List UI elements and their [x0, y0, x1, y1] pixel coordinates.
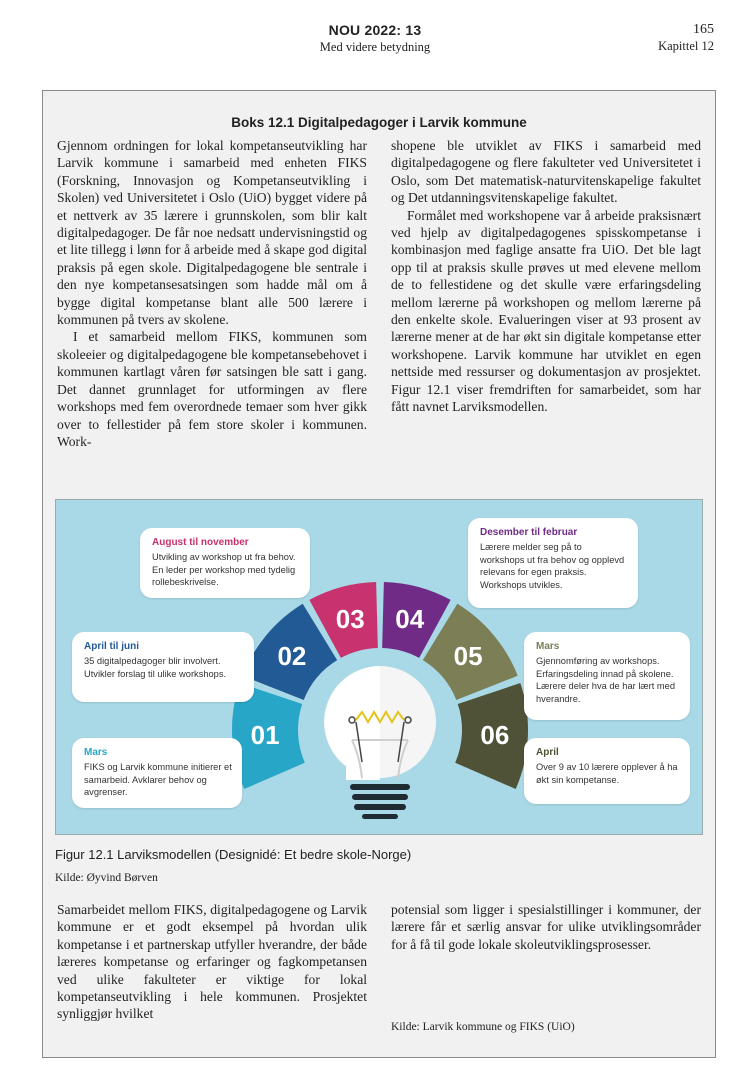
figure-source: Kilde: Øyvind Børven: [55, 872, 158, 884]
segment-number-05: 05: [453, 641, 483, 672]
paragraph: I et samarbeid mellom FIKS, kommunen som skoleeier og digitalpedagogene ble kompetansebehovet i kommunen kartlagt våren før satsingen ble satt i gang. Det dannet grunnlaget for utformingen av flere workshops med fem overordnede temaer som hver gikk over to fellestider på fem store skoler i kommunen. Work-: [57, 329, 367, 449]
box-source: Kilde: Larvik kommune og FIKS (UiO): [391, 1021, 575, 1033]
card-body: Gjennomføring av workshops. Erfaringsdeling innad på skolene. Lærere deler hva de har lært med hverandre.: [536, 656, 676, 704]
step-card-02: [72, 632, 254, 702]
paragraph: potensial som ligger i spesialstillinger i kommuner, der lærere får et særlig ansvar for ulike utviklingsområder for å få til gode lokale skoleutviklingsprosesser.: [391, 902, 701, 952]
right-column: [391, 137, 701, 416]
paragraph: Samarbeidet mellom FIKS, digitalpedagogene og Larvik kommune er et godt eksempel på hvordan ulik kompetanse i et partnerskap utfyller hverandre, der både læreres kompetanse og erfaringer og fagkompetansen ved ulike fakulteter er viktige for lokal kompetanseutvikling i hele kommunen. Prosjektet synliggjør hvilket: [57, 902, 367, 1022]
bottom-left-text: [57, 901, 367, 1023]
card-title: August til november: [152, 537, 249, 548]
box-title: Boks 12.1 Digitalpedagoger i Larvik kommune: [231, 115, 527, 130]
larviksmodellen-figure: [55, 499, 703, 835]
segment-number-04: 04: [395, 603, 425, 634]
card-title: April: [536, 747, 559, 758]
chapter-label: Kapittel 12: [658, 39, 714, 53]
step-card-05: [524, 632, 690, 720]
page-number: 165: [693, 22, 714, 37]
step-card-04: [468, 518, 638, 608]
card-title: Mars: [84, 747, 108, 758]
report-subtitle: Med videre betydning: [319, 40, 431, 54]
segment-number-02: 02: [277, 641, 307, 672]
step-card-06: [524, 738, 690, 804]
card-title: Desember til februar: [480, 527, 578, 538]
card-body: Utvikling av workshop ut fra behov. En leder per workshop med tydelig rollebeskrivelse.: [152, 552, 296, 587]
card-title: Mars: [536, 641, 560, 652]
card-body: Lærere melder seg på to workshops ut fra behov og opplevd relevans for egen praksis. Workshops utvikles.: [480, 542, 625, 590]
card-body: 35 digitalpedagoger blir involvert. Utvikler forslag til ulike workshops.: [84, 656, 227, 679]
segment-number-01: 01: [250, 720, 280, 751]
lightbulb-icon: [324, 666, 436, 819]
step-card-01: [72, 738, 242, 808]
paragraph: Formålet med workshopene var å arbeide praksisnært ved hjelp av digitalpedagogenes spisskompetanse i kombinasjon med faglige ansatte fra UiO. Det ble lagt opp til at praksis skulle prøves ut med elevene mellom de to fellestidene og det skulle være erfaringsdeling mellom lærerne på workshopen og mellom lærerne på den enkelte skole. Evalueringen viser at 93 prosent av lærerne mener at de har økt sin digitale kompetanse etter workshopene. Larvik kommune har utviklet en egen nettside med ressurser og dokumentasjon av prosjektet. Figur 12.1 viser fremdriften for samarbeidet, som har fått navnet Larviksmodellen.: [391, 207, 701, 415]
text-box: [42, 90, 716, 1058]
report-title: NOU 2022: 13: [328, 22, 422, 38]
card-body: FIKS og Larvik kommune initierer et samarbeid. Avklarer behov og avgrenser.: [84, 762, 232, 797]
card-title: April til juni: [84, 641, 139, 652]
card-body: Over 9 av 10 lærere opplever å ha økt sin kompetanse.: [536, 762, 678, 785]
left-column: [57, 137, 367, 450]
figure-caption: Figur 12.1 Larviksmodellen (Designidé: Et bedre skole-Norge): [55, 847, 412, 862]
bottom-right-text: [391, 901, 701, 953]
segment-number-06: 06: [480, 720, 510, 751]
step-card-03: [140, 528, 310, 598]
paragraph: Gjennom ordningen for lokal kompetanseutvikling har Larvik kommune i samarbeid med enheten FIKS (Forskning, Innovasjon og Kompetanseutvikling i Skolen) ved Universitetet i Oslo (UiO) bygget videre på et nettverk av 35 lærere i grunnskolen, som blir kalt digitalpedagoger. De får noe nedsatt undervisningstid og et lite tillegg i lønn for å arbeide med å skape god digital praksis på egen skole. Digitalpedagogene ble sentrale i den nye kompetansesatsingen som hadde mål om å bygge digital kompetanse blant alle 500 lærere i kommunen på tvers av skolene.: [57, 138, 367, 328]
paragraph: shopene ble utviklet av FIKS i samarbeid med digitalpedagogene og flere fakulteter ved Universitetet i Oslo, som Det matematisk-naturvitenskapelige fakultet og Det utdanningsvitenskapelige fakultet.: [391, 138, 701, 206]
segment-number-03: 03: [335, 603, 365, 634]
